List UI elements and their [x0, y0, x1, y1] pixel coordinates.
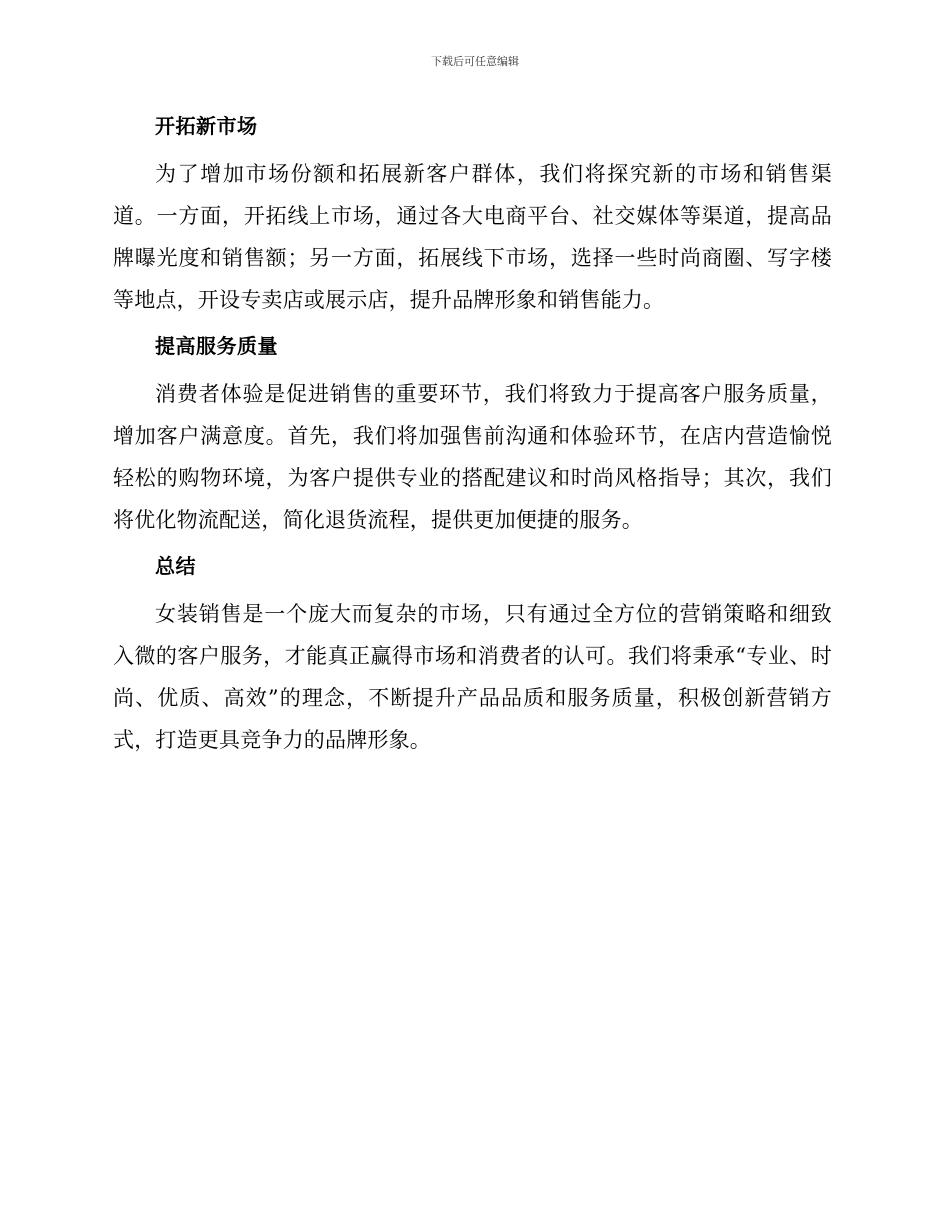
page-header: 下载后可任意编辑 [431, 55, 519, 68]
section-heading-new-market: 开拓新市场 [155, 114, 258, 138]
section-heading-summary: 总结 [155, 554, 196, 578]
section-paragraph-summary: 女装销售是一个庞大而复杂的市场，只有通过全方位的营销策略和细致入微的客户服务，才能真正赢得市场和消费者的认可。我们将秉承“专业、时尚、优质、高效”的理念，不断提升产品品质和服务质量，积极创新营销方式，打造更具竞争力的品牌形象。 [113, 602, 832, 752]
section-paragraph-service-quality: 消费者体验是促进销售的重要环节，我们将致力于提高客户服务质量，增加客户满意度。首先，我们将加强售前沟通和体验环节，在店内营造愉悦轻松的购物环境，为客户提供专业的搭配建议和时尚风格指导；其次，我们将优化物流配送，简化退货流程，提供更加便捷的服务。 [113, 382, 832, 532]
section-paragraph-new-market: 为了增加市场份额和拓展新客户群体，我们将探究新的市场和销售渠道。一方面，开拓线上市场，通过各大电商平台、社交媒体等渠道，提高品牌曝光度和销售额；另一方面，拓展线下市场，选择一些时尚商圈、写字楼等地点，开设专卖店或展示店，提升品牌形象和销售能力。 [113, 162, 832, 312]
section-heading-service-quality: 提高服务质量 [155, 334, 278, 358]
document-body [113, 111, 832, 761]
